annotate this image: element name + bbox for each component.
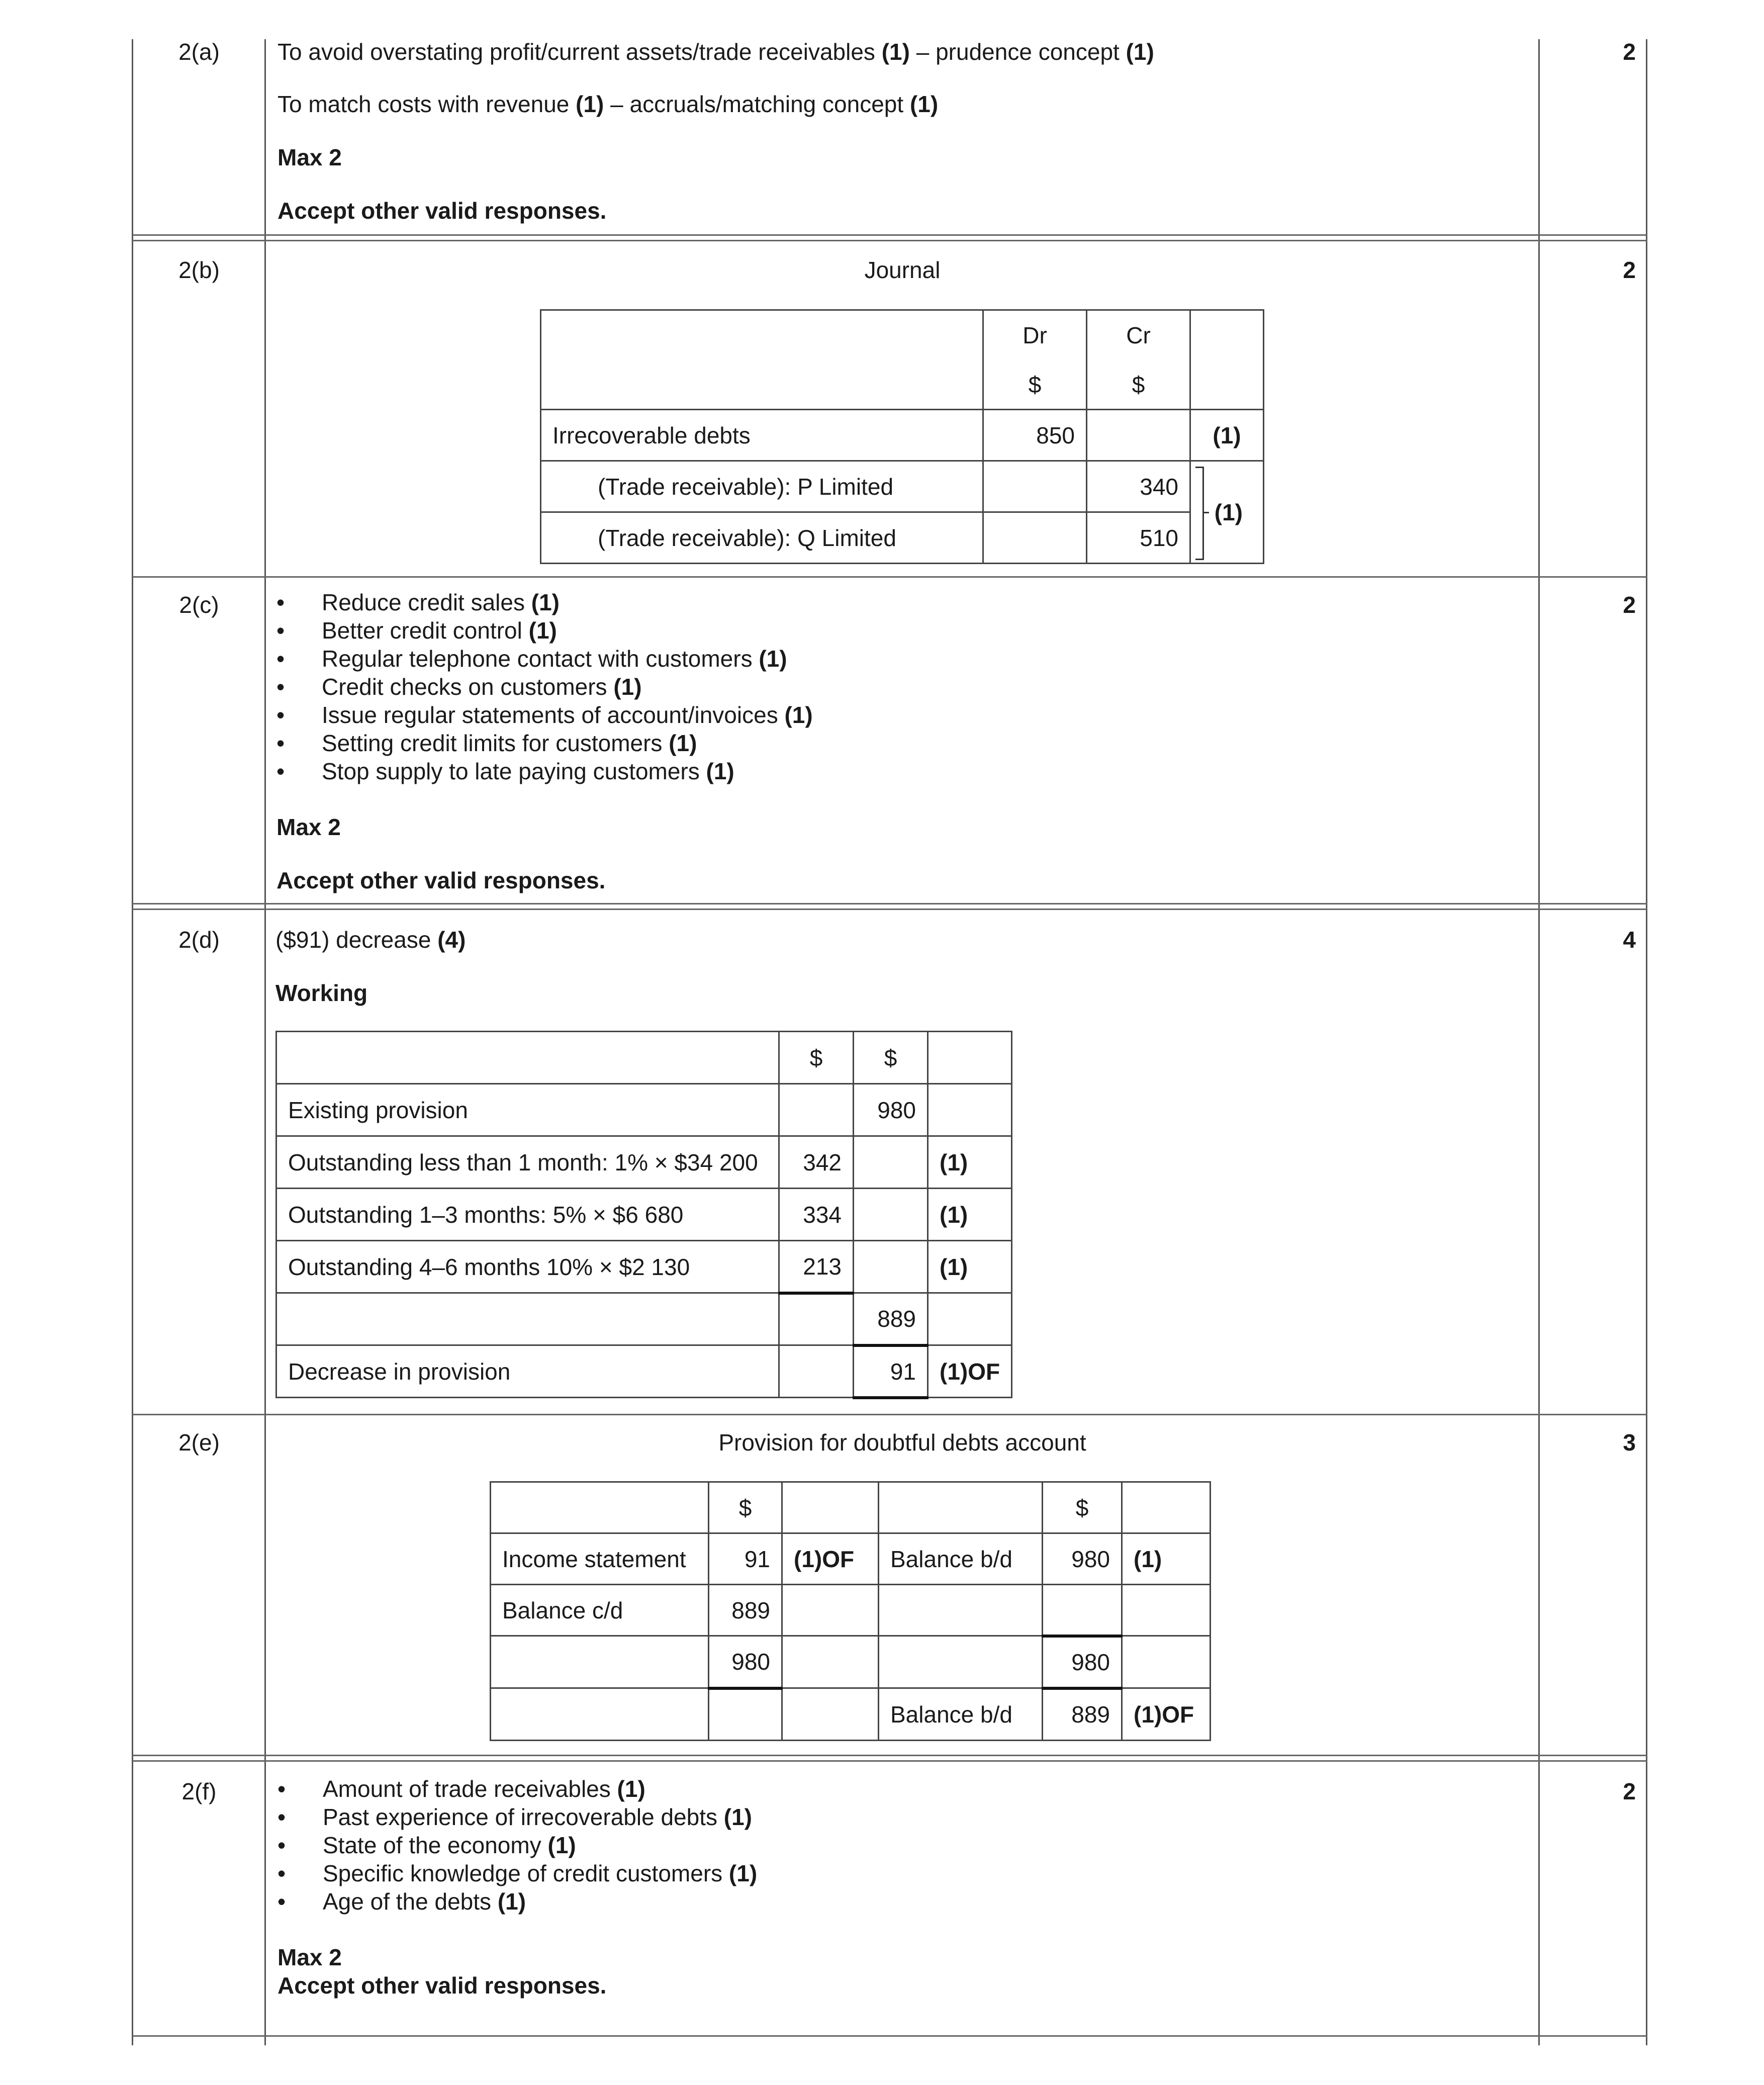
debit-label [491, 1636, 709, 1688]
working-value-b [854, 1136, 928, 1189]
journal-currency-row [541, 360, 1264, 410]
question-number: 2(a) [178, 39, 220, 65]
list-item: • Amount of trade receivables (1) [277, 1775, 757, 1803]
max-marks-note: Max 2 [277, 144, 342, 170]
working-label [276, 1293, 779, 1345]
credit-value: 980 [1043, 1636, 1122, 1688]
dr-value [983, 512, 1087, 564]
mark [928, 1084, 1012, 1136]
marks-value: 2 [1623, 592, 1636, 618]
currency-header: $ [709, 1482, 782, 1533]
dr-value: 850 [983, 410, 1087, 461]
table-row [276, 1345, 1012, 1398]
mark [782, 1688, 879, 1741]
table-row [276, 1189, 1012, 1241]
debit-value: 980 [709, 1636, 782, 1688]
mark [1122, 1636, 1211, 1688]
working-value-a: 342 [779, 1136, 854, 1189]
mark [782, 1636, 879, 1688]
row-divider-2d-2e [133, 1414, 1647, 1415]
table-row [541, 512, 1264, 564]
credit-value [1043, 1585, 1122, 1636]
currency-header: $ [854, 1032, 928, 1084]
working-heading: Working [275, 980, 368, 1006]
cr-header: Cr [1087, 310, 1190, 360]
answer-line: To avoid overstating profit/current assets/trade receivables (1) – prudence concept (1) [277, 39, 1154, 65]
answer-line: ($91) decrease (4) [275, 927, 466, 953]
cr-value: 510 [1087, 512, 1190, 564]
journal-table [540, 309, 1264, 564]
working-value-b: 980 [854, 1084, 928, 1136]
working-label: Existing provision [276, 1084, 779, 1136]
working-value-a: 334 [779, 1189, 854, 1241]
question-number: 2(d) [178, 927, 220, 953]
working-label: Outstanding 1–3 months: 5% × $6 680 [276, 1189, 779, 1241]
ledger-header-row [491, 1482, 1211, 1533]
mark: (1) [928, 1136, 1012, 1189]
account-title: Provision for doubtful debts account [718, 1429, 1086, 1456]
row-divider-2e-2f [133, 1755, 1647, 1762]
question-number: 2(b) [178, 257, 220, 283]
mark [782, 1585, 879, 1636]
list-item: • Setting credit limits for customers (1) [276, 729, 813, 757]
table-row [276, 1293, 1012, 1345]
list-item: • Issue regular statements of account/invoices (1) [276, 701, 813, 729]
account-name: Irrecoverable debts [541, 410, 983, 461]
marks-value: 2 [1623, 1778, 1636, 1804]
account-name: (Trade receivable): P Limited [541, 461, 983, 512]
list-item: • Past experience of irrecoverable debts (1) [277, 1803, 757, 1831]
mark: (1)OF [782, 1533, 879, 1585]
working-label: Decrease in provision [276, 1345, 779, 1398]
list-item: • Stop supply to late paying customers (1) [276, 757, 813, 785]
dr-header: Dr [983, 310, 1087, 360]
row-divider-2a-2b [133, 234, 1647, 241]
column-divider-question [264, 39, 266, 2045]
cr-value [1087, 410, 1190, 461]
dr-value [983, 461, 1087, 512]
working-value-b: 91 [854, 1345, 928, 1398]
working-value-b [854, 1189, 928, 1241]
bracket-mark: (1) [1190, 461, 1264, 564]
marks-value: 3 [1623, 1429, 1636, 1456]
answer-line: To match costs with revenue (1) – accruals/matching concept (1) [277, 91, 939, 117]
list-item: • Reduce credit sales (1) [276, 588, 813, 616]
ledger-account-table [490, 1481, 1211, 1741]
marks-value: 4 [1623, 927, 1636, 953]
currency-header: $ [779, 1032, 854, 1084]
cr-currency: $ [1087, 360, 1190, 410]
marks-value: 2 [1623, 39, 1636, 65]
question-number: 2(f) [181, 1778, 217, 1804]
list-item: • Specific knowledge of credit customers (1) [277, 1859, 757, 1887]
journal-title: Journal [864, 257, 941, 283]
credit-label [879, 1636, 1043, 1688]
table-row [491, 1585, 1211, 1636]
row-divider-2c-2d [133, 903, 1647, 910]
mark: (1)OF [928, 1345, 1012, 1398]
table-row [276, 1136, 1012, 1189]
credit-label: Balance b/d [879, 1533, 1043, 1585]
mark: (1) [1122, 1533, 1211, 1585]
mark: (1)OF [1122, 1688, 1211, 1741]
accept-note: Accept other valid responses. [276, 867, 606, 893]
column-divider-marks [1538, 39, 1540, 2045]
right-bracket [1195, 467, 1204, 560]
list-item: • State of the economy (1) [277, 1831, 757, 1859]
row-divider-2b-2c [133, 576, 1647, 578]
max-marks-note: Max 2 [276, 814, 341, 840]
max-marks-note: Max 2 [277, 1944, 342, 1970]
answer-bullet-list [277, 1775, 757, 1916]
journal-header-row [541, 310, 1264, 360]
debit-label: Balance c/d [491, 1585, 709, 1636]
working-table [275, 1031, 1012, 1399]
bracket-tick [1204, 512, 1209, 513]
table-row [491, 1533, 1211, 1585]
accept-note: Accept other valid responses. [277, 1972, 607, 1999]
working-header-row [276, 1032, 1012, 1084]
list-item: • Credit checks on customers (1) [276, 673, 813, 701]
question-number: 2(e) [178, 1429, 220, 1456]
mark: (1) [1190, 410, 1264, 461]
list-item: • Age of the debts (1) [277, 1887, 757, 1916]
working-label: Outstanding less than 1 month: 1% × $34 200 [276, 1136, 779, 1189]
mark: (1) [928, 1189, 1012, 1241]
dr-currency: $ [983, 360, 1087, 410]
debit-value: 91 [709, 1533, 782, 1585]
table-left-border [132, 39, 133, 2045]
account-name: (Trade receivable): Q Limited [541, 512, 983, 564]
currency-header: $ [1043, 1482, 1122, 1533]
table-row [276, 1084, 1012, 1136]
working-label: Outstanding 4–6 months 10% × $2 130 [276, 1241, 779, 1293]
table-row [541, 410, 1264, 461]
table-row [276, 1241, 1012, 1293]
working-value-a: 213 [779, 1241, 854, 1293]
accept-note: Accept other valid responses. [277, 198, 607, 224]
credit-label: Balance b/d [879, 1688, 1043, 1741]
working-value-a [779, 1084, 854, 1136]
cr-value: 340 [1087, 461, 1190, 512]
list-item: • Better credit control (1) [276, 616, 813, 645]
table-row [491, 1688, 1211, 1741]
table-row [541, 461, 1264, 512]
marks-value: 2 [1623, 257, 1636, 283]
table-row [491, 1636, 1211, 1688]
working-value-b: 889 [854, 1293, 928, 1345]
row-divider-bottom [133, 2035, 1647, 2037]
credit-value: 980 [1043, 1533, 1122, 1585]
list-item: • Regular telephone contact with customers (1) [276, 645, 813, 673]
mark [1122, 1585, 1211, 1636]
question-number: 2(c) [179, 592, 219, 618]
mark: (1) [928, 1241, 1012, 1293]
mark [928, 1293, 1012, 1345]
debit-label: Income statement [491, 1533, 709, 1585]
credit-value: 889 [1043, 1688, 1122, 1741]
working-value-b [854, 1241, 928, 1293]
debit-value [709, 1688, 782, 1741]
debit-value: 889 [709, 1585, 782, 1636]
working-value-a [779, 1345, 854, 1398]
table-right-border [1646, 39, 1647, 2045]
working-value-a [779, 1293, 854, 1345]
debit-label [491, 1688, 709, 1741]
credit-label [879, 1585, 1043, 1636]
answer-bullet-list [276, 588, 813, 785]
